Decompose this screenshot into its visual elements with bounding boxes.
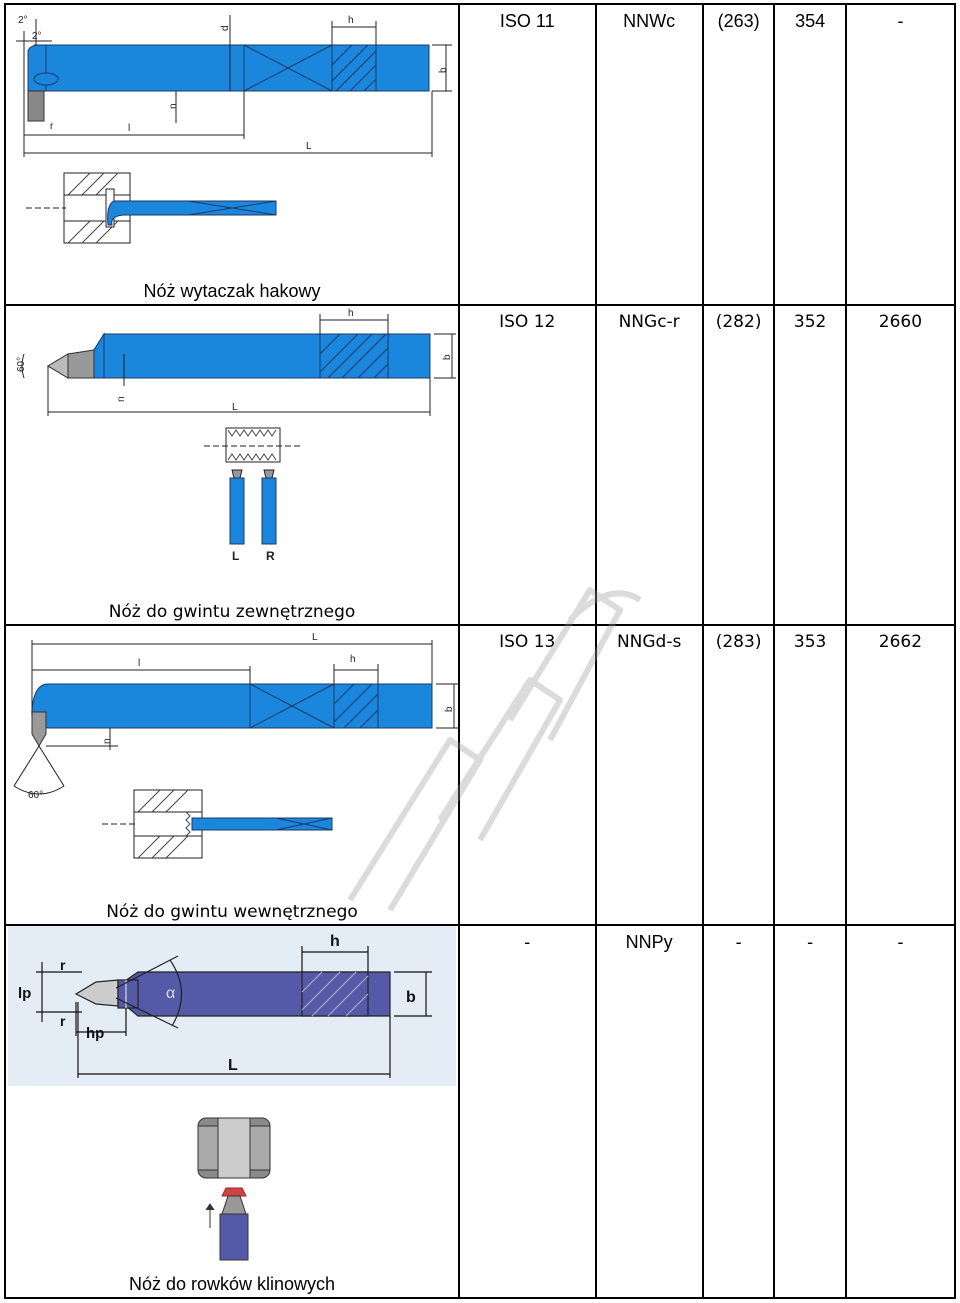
code-value: NNPy xyxy=(625,932,673,952)
internal-thread-tool-drawing xyxy=(6,626,458,924)
dim-l-label: l xyxy=(128,123,131,134)
iso-value: ISO 13 xyxy=(499,632,556,652)
dim-d-label: d xyxy=(220,25,231,31)
dim-r-label: r xyxy=(60,1013,66,1029)
dim-b-label: b xyxy=(442,354,453,360)
col3-value: (282) xyxy=(715,312,762,332)
code-cell xyxy=(596,305,703,625)
dim-h-label: h xyxy=(348,15,354,26)
iso-value: - xyxy=(524,932,531,952)
dim-hp-label: hp xyxy=(86,1025,105,1042)
tool-caption: Nóż do gwintu wewnętrznego xyxy=(106,902,358,922)
col3-value: (283) xyxy=(715,632,762,652)
dim-L-label: L xyxy=(232,402,238,413)
dim-angle-label: 2° xyxy=(32,31,42,42)
dim-r-label: r xyxy=(50,121,54,132)
dim-L-label: L xyxy=(228,1057,238,1074)
figure-cell xyxy=(5,625,459,925)
dim-l-label: l xyxy=(138,658,141,669)
col4-cell xyxy=(774,925,845,1298)
col5-value: 2660 xyxy=(878,312,923,332)
dim-b-label: b xyxy=(438,67,449,73)
dim-angle-label: 2° xyxy=(18,15,28,26)
col5-value: 2662 xyxy=(878,632,923,652)
dim-b-label: b xyxy=(406,989,416,1006)
iso-cell xyxy=(459,925,596,1298)
dim-b-label: b xyxy=(444,706,455,712)
dim-n-label: n xyxy=(102,738,113,744)
figure-cell xyxy=(5,4,459,305)
table-row xyxy=(5,625,955,925)
table-row xyxy=(5,925,955,1298)
col4-value: - xyxy=(807,932,814,952)
col3-cell xyxy=(703,305,775,625)
dim-angle-label: 60° xyxy=(28,790,44,801)
dim-h-label: h xyxy=(348,308,354,319)
col3-cell xyxy=(703,4,775,305)
dim-h-label: h xyxy=(330,933,340,950)
code-value: NNWc xyxy=(623,11,676,31)
table-row xyxy=(5,305,955,625)
right-hand-label: R xyxy=(266,549,275,563)
dim-n-label: n xyxy=(168,103,179,109)
col5-cell xyxy=(846,625,955,925)
dim-L-label: L xyxy=(312,632,318,643)
code-value: NNGc-r xyxy=(618,312,680,332)
tool-caption: Nóż wytaczak hakowy xyxy=(143,281,321,301)
iso-cell xyxy=(459,305,596,625)
dim-alpha-label: α xyxy=(166,985,176,1002)
code-cell xyxy=(596,625,703,925)
code-cell xyxy=(596,925,703,1298)
dim-r-label: r xyxy=(60,957,66,973)
dim-angle-label: 60° xyxy=(16,356,27,372)
code-cell xyxy=(596,4,703,305)
dim-h-label: h xyxy=(350,654,356,665)
tools-table xyxy=(4,3,956,1299)
left-hand-label: L xyxy=(232,549,240,563)
code-value: NNGd-s xyxy=(616,632,682,652)
col4-cell xyxy=(774,305,845,625)
col4-cell xyxy=(774,4,845,305)
col4-value: 352 xyxy=(793,312,827,332)
tool-caption: Nóż do gwintu zewnętrznego xyxy=(108,602,356,622)
tool-caption: Nóż do rowków klinowych xyxy=(128,1274,336,1294)
col3-cell xyxy=(703,625,775,925)
col3-cell xyxy=(703,925,775,1298)
boring-hook-tool-drawing xyxy=(6,5,458,304)
col3-value: - xyxy=(735,932,742,952)
col5-cell xyxy=(846,925,955,1298)
col5-value: - xyxy=(897,11,904,31)
external-thread-tool-drawing xyxy=(6,306,458,624)
dim-lp-label: lp xyxy=(18,985,32,1002)
col4-value: 353 xyxy=(793,632,827,652)
iso-cell xyxy=(459,4,596,305)
figure-cell xyxy=(5,305,459,625)
iso-value: ISO 12 xyxy=(499,312,556,332)
figure-cell xyxy=(5,925,459,1298)
dim-L-label: L xyxy=(306,141,312,152)
col5-cell xyxy=(846,305,955,625)
col3-value: (263) xyxy=(717,11,760,31)
col4-value: 354 xyxy=(795,11,826,31)
col4-cell xyxy=(774,625,845,925)
col5-value: - xyxy=(897,932,904,952)
table-row xyxy=(5,4,955,305)
iso-cell xyxy=(459,625,596,925)
dim-n-label: n xyxy=(116,396,127,402)
col5-cell xyxy=(846,4,955,305)
iso-value: ISO 11 xyxy=(499,11,555,31)
v-groove-tool-drawing xyxy=(6,926,458,1297)
